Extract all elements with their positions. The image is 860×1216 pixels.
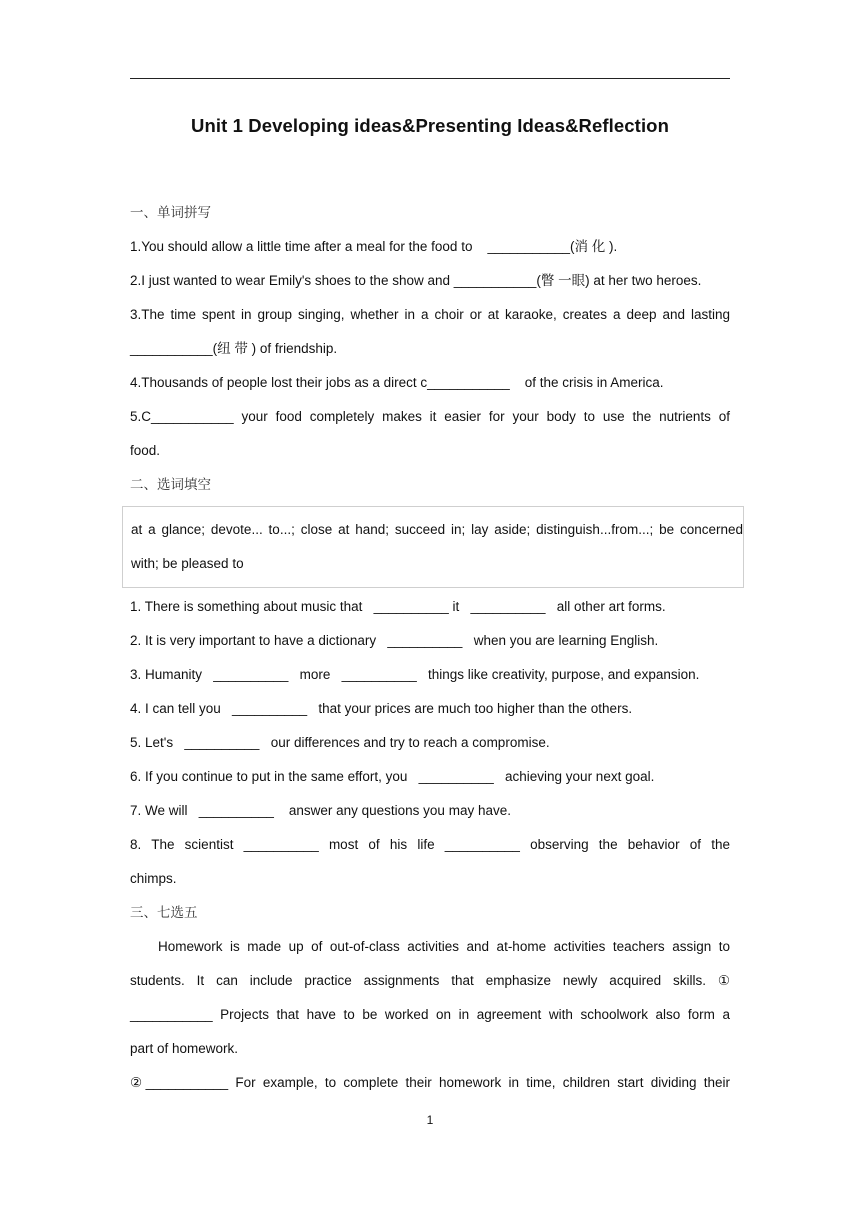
spelling-item-continued: food. bbox=[130, 443, 161, 458]
fill-in-item-continued: chimps. bbox=[130, 871, 177, 886]
fill-in-item: 8. The scientist __________ most of his life __________ observing the behavior of the bbox=[130, 837, 730, 852]
passage-line: students. It can include practice assignments that emphasize newly acquired skills. ① bbox=[130, 973, 730, 988]
fill-in-item: 7. We will __________ answer any questions you may have. bbox=[130, 803, 511, 818]
section-heading-spelling: 一、单词拼写 bbox=[130, 205, 211, 221]
passage-line: ②___________ For example, to complete their homework in time, children start dividing their bbox=[130, 1075, 730, 1090]
document-title: Unit 1 Developing ideas&Presenting Ideas&Reflection bbox=[191, 115, 669, 136]
word-bank-line: with; be pleased to bbox=[131, 556, 244, 571]
fill-in-item: 6. If you continue to put in the same effort, you __________ achieving your next goal. bbox=[130, 769, 655, 784]
passage-line: Homework is made up of out-of-class activities and at-home activities teachers assign to bbox=[158, 939, 730, 954]
spelling-item: 2.I just wanted to wear Emily's shoes to the show and ___________(瞥 一眼) at her two heroes. bbox=[130, 273, 702, 288]
spelling-item-continued: ___________(纽 带 ) of friendship. bbox=[130, 341, 338, 356]
fill-in-item: 1. There is something about music that __________ it __________ all other art forms. bbox=[130, 599, 666, 614]
page-number: 1 bbox=[426, 1113, 434, 1127]
passage-line: ___________ Projects that have to be worked on in agreement with schoolwork also form a bbox=[130, 1007, 730, 1022]
fill-in-item: 2. It is very important to have a dictionary __________ when you are learning English. bbox=[130, 633, 659, 648]
document-body bbox=[130, 196, 743, 1100]
word-bank-line: at a glance; devote... to...; close at hand; succeed in; lay aside; distinguish...from...; be concerned bbox=[131, 522, 743, 537]
spelling-item: 3.The time spent in group singing, whether in a choir or at karaoke, creates a deep and lasting bbox=[130, 307, 730, 322]
header-rule bbox=[130, 78, 730, 79]
section-heading-fill-in: 二、选词填空 bbox=[130, 477, 211, 493]
passage-line: part of homework. bbox=[130, 1041, 239, 1056]
fill-in-item: 3. Humanity __________ more __________ things like creativity, purpose, and expansion. bbox=[130, 667, 700, 682]
fill-in-item: 4. I can tell you __________ that your prices are much too higher than the others. bbox=[130, 701, 633, 716]
spelling-item: 1.You should allow a little time after a meal for the food to ___________(消 化 ). bbox=[130, 239, 618, 254]
section-heading-seven-choose-five: 三、七选五 bbox=[130, 905, 198, 921]
spelling-item: 5.C___________ your food completely makes it easier for your body to use the nutrients of bbox=[130, 409, 730, 424]
spelling-item: 4.Thousands of people lost their jobs as a direct c___________ of the crisis in America. bbox=[130, 375, 664, 390]
fill-in-item: 5. Let's __________ our differences and try to reach a compromise. bbox=[130, 735, 550, 750]
word-bank-box bbox=[122, 506, 744, 588]
